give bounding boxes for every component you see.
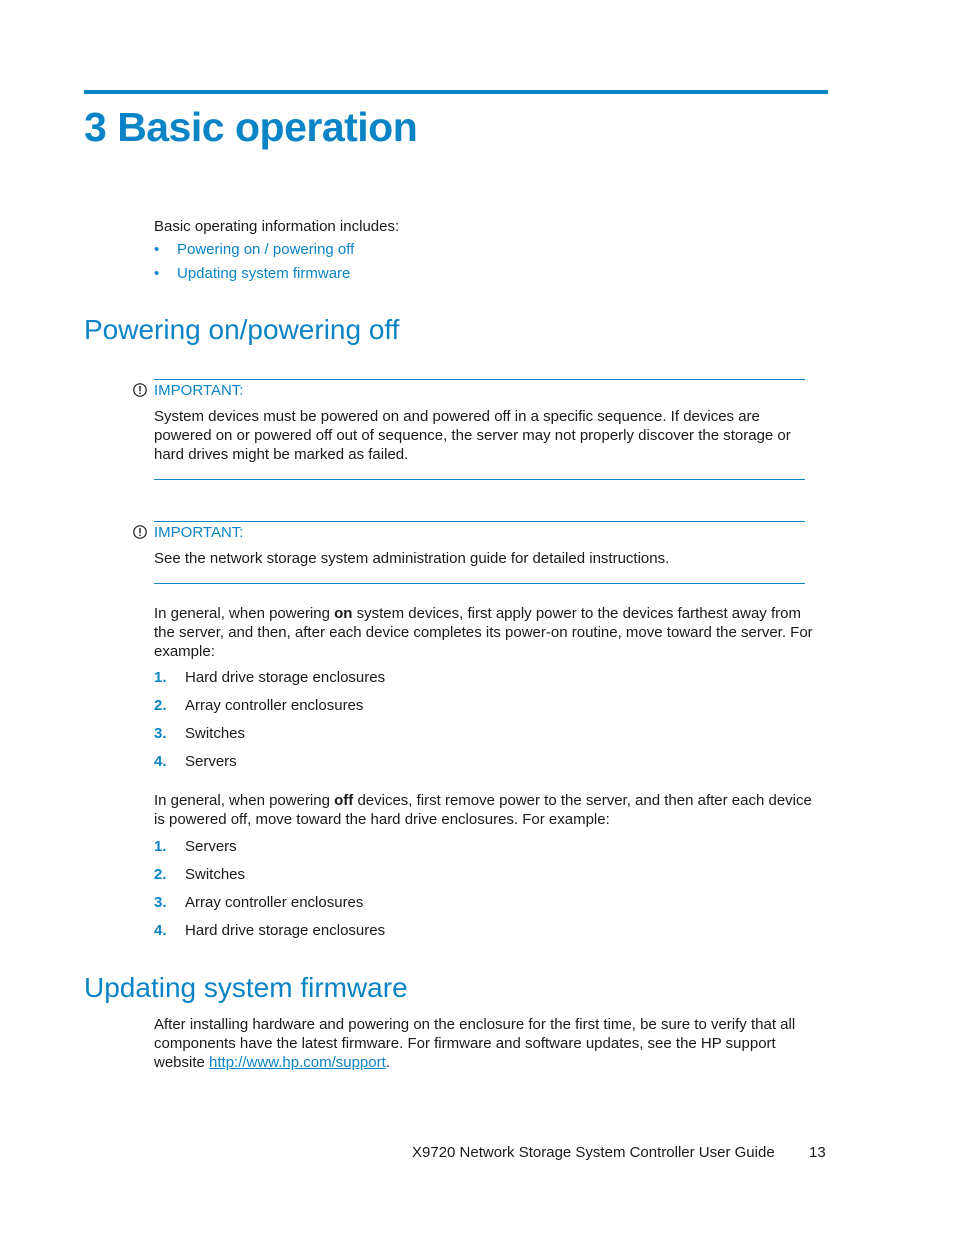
bullet-icon: • [154,265,160,282]
step-number: 2. [154,866,167,883]
step-text: Array controller enclosures [185,894,364,911]
step-text: Switches [185,866,246,883]
list-item [154,917,385,945]
note-rule-top [154,379,805,380]
toc-list [154,238,354,286]
list-item [154,889,385,917]
paragraph-text: In general, when powering [154,605,335,622]
power-off-paragraph [154,791,814,829]
power-on-paragraph [154,604,814,661]
bullet-icon: • [154,241,160,258]
step-number: 1. [154,669,167,686]
list-item [154,748,385,776]
paragraph-bold: off [334,792,354,809]
note-rule-bottom [154,479,805,480]
paragraph-text: system devices, first apply power to the devices farthest away from the server, and then, after each device completes its power-on routine, move toward the server. For example: [154,605,813,660]
step-number: 4. [154,922,167,939]
list-item [154,720,385,748]
page-number: 13 [809,1144,826,1161]
paragraph-text: . [385,1054,390,1071]
step-number: 1. [154,838,167,855]
paragraph-bold: on [334,605,353,622]
firmware-paragraph [154,1015,830,1072]
step-text: Array controller enclosures [185,697,364,714]
exclamation-circle-icon [133,525,147,539]
list-item [154,692,385,720]
power-on-steps [154,664,385,776]
step-text: Servers [185,838,237,855]
step-number: 3. [154,725,167,742]
step-number: 2. [154,697,167,714]
paragraph-text: In general, when powering [154,792,335,809]
toc-item[interactable] [154,262,354,286]
step-text: Hard drive storage enclosures [185,922,386,939]
footer-title: X9720 Network Storage System Controller User Guide [412,1144,775,1161]
chapter-rule [84,90,828,94]
step-text: Servers [185,753,237,770]
important-label: IMPORTANT: [154,382,244,399]
important-label: IMPORTANT: [154,524,244,541]
paragraph-text: After installing hardware and powering on the enclosure for the first time, be sure to verify that all components have the latest firmware. For firmware and software updates, see the HP support website [154,1016,796,1071]
note-rule-top [154,521,805,522]
step-number: 3. [154,894,167,911]
paragraph-text: devices, first remove power to the server, and then after each device is powered off, move toward the hard drive enclosures. For example: [154,792,812,828]
step-text: Hard drive storage enclosures [185,669,386,686]
toc-link-powering[interactable]: Powering on / powering off [177,241,355,258]
section-heading-powering: Powering on/powering off [84,314,400,345]
list-item [154,833,385,861]
toc-item[interactable] [154,238,354,262]
step-text: Switches [185,725,246,742]
exclamation-circle-icon [133,383,147,397]
important-text: See the network storage system administration guide for detailed instructions. [154,550,670,567]
intro-text: Basic operating information includes: [154,218,400,235]
step-number: 4. [154,753,167,770]
support-link[interactable]: http://www.hp.com/support [209,1054,386,1071]
section-heading-firmware: Updating system firmware [84,972,408,1003]
note-rule-bottom [154,583,805,584]
important-text: System devices must be powered on and powered off in a specific sequence. If devices are powered on or powered off out of sequence, the server may not properly discover the storage or hard drives might be marked as failed. [154,408,791,463]
list-item [154,861,385,889]
list-item [154,664,385,692]
toc-link-firmware[interactable]: Updating system firmware [177,265,351,282]
power-off-steps [154,833,385,945]
chapter-title: 3 Basic operation [84,104,418,150]
